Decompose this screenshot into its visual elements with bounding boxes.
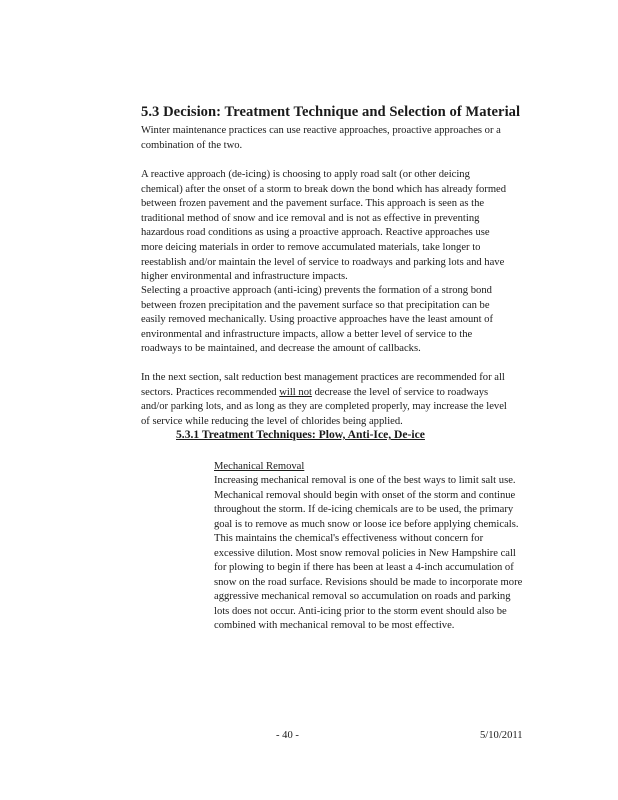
subsection-title: 5.3.1 Treatment Techniques: Plow, Anti-Ice, De-ice	[176, 428, 425, 441]
reactive-approach-paragraph: A reactive approach (de-icing) is choosing to apply road salt (or other deicing chemical) after the onset of a storm to break down the bond which has already formed between frozen pavement and the pavement surface. This approach is seen as the traditional method of snow and ice removal and is not as effective in preventing hazardous road conditions as using a proactive approach. Reactive approaches use more deicing materials in order to remove accumulated materials, take longer to reestablish and/or maintain the level of service to roadways and parking lots and have higher environmental and infrastructure impacts.	[141, 169, 507, 283]
intro-paragraph: Winter maintenance practices can use reactive approaches, proactive approaches or a combination of the two.	[141, 125, 501, 151]
footer-date: 5/10/2011	[480, 730, 523, 741]
section-title: 5.3 Decision: Treatment Technique and Selection of Material	[141, 104, 521, 120]
next-section-text-start: In the next section, salt reduction best management practices are recommended for all sectors. Practices recommended	[141, 372, 505, 398]
will-not-emphasis: will not	[279, 386, 312, 398]
mechanical-removal-paragraph: Increasing mechanical removal is one of the best ways to limit salt use. Mechanical removal should begin with onset of the storm and continue throughout the storm. If de-icing chemicals are to be used, the primary goal is to remove as much snow or loose ice before applying chemicals. This maintains the chemical's effectiveness without concern for excessive dilution. Most snow removal policies in New Hampshire call for plowing to begin if there has been at least a 4-inch accumulation of snow on the road surface. Revisions should be made to incorporate more aggressive mechanical removal so accumulation on roads and parking lots does not occur. Anti-icing prior to the storm event should also be combined with mechanical removal to be most effective.	[214, 475, 523, 631]
next-section-paragraph	[141, 371, 513, 429]
page-number: - 40 -	[276, 730, 299, 741]
proactive-approach-paragraph: Selecting a proactive approach (anti-icing) prevents the formation of a strong bond between frozen precipitation and the pavement surface so that precipitation can be easily removed mechanically. Using proactive approaches have the least amount of environmental and infrastructure impacts, allow a better level of service to the roadways to be maintained, and decrease the amount of callbacks.	[141, 285, 494, 355]
mechanical-removal-heading: Mechanical Removal	[214, 461, 305, 472]
next-section-text-end: decrease the level of service to roadways and/or parking lots, and as long as they are completed properly, may increase the level of service while reducing the level of chlorides being applied.	[141, 386, 507, 427]
